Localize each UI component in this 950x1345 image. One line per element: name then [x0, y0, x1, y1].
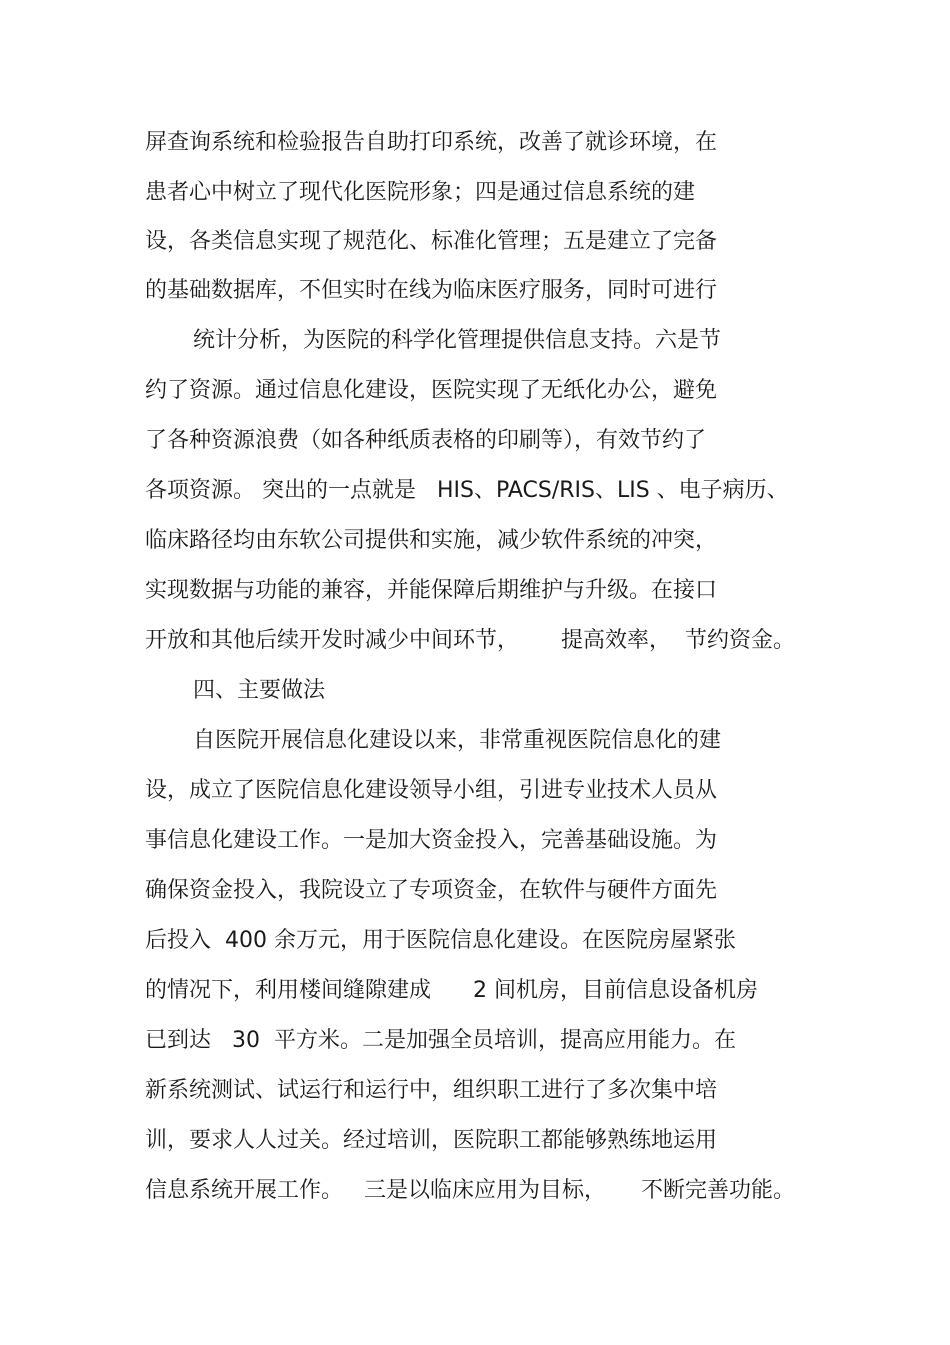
- text-line: 开放和其他后续开发时减少中间环节， 提高效率， 节约资金。: [145, 628, 795, 653]
- text-line: 训，要求人人过关。经过培训，医院职工都能够熟练地运用: [145, 1128, 718, 1153]
- text-line: 后投入 400 余万元，用于医院信息化建设。在医院房屋紧张: [145, 928, 736, 953]
- text-line: 新系统测试、试运行和运行中，组织职工进行了多次集中培: [145, 1078, 718, 1103]
- text-line: 确保资金投入，我院设立了专项资金，在软件与硬件方面先: [145, 878, 718, 903]
- text-line: 各项资源。 突出的一点就是 HIS、PACS/RIS、LIS 、电子病历、: [145, 478, 789, 503]
- text-line: 设，各类信息实现了规范化、标准化管理；五是建立了完备: [145, 229, 718, 254]
- text-line: 事信息化建设工作。一是加大资金投入，完善基础设施。为: [145, 828, 718, 853]
- text-line: 统计分析，为医院的科学化管理提供信息支持。六是节: [193, 328, 722, 353]
- text-line: 自医院开展信息化建设以来，非常重视医院信息化的建: [193, 728, 722, 753]
- text-line: 的基础数据库，不但实时在线为临床医疗服务，同时可进行: [145, 278, 718, 303]
- text-line: 信息系统开展工作。 三是以临床应用为目标， 不断完善功能。: [145, 1178, 795, 1203]
- text-line: 实现数据与功能的兼容，并能保障后期维护与升级。在接口: [145, 578, 718, 603]
- text-line: 屏查询系统和检验报告自助打印系统，改善了就诊环境，在: [145, 130, 718, 155]
- text-line: 设，成立了医院信息化建设领导小组，引进专业技术人员从: [145, 778, 718, 803]
- text-line: 的情况下，利用楼间缝隙建成 2 间机房，目前信息设备机房: [145, 978, 758, 1003]
- text-line: 临床路径均由东软公司提供和实施，减少软件系统的冲突，: [145, 528, 718, 553]
- text-line: 已到达 30 平方米。二是加强全员培训，提高应用能力。在: [145, 1028, 736, 1053]
- section-heading: 四、主要做法: [193, 678, 326, 703]
- text-line: 患者心中树立了现代化医院形象；四是通过信息系统的建: [145, 180, 696, 205]
- text-line: 了各种资源浪费（如各种纸质表格的印刷等），有效节约了: [145, 428, 707, 453]
- text-line: 约了资源。通过信息化建设，医院实现了无纸化办公，避免: [145, 378, 718, 403]
